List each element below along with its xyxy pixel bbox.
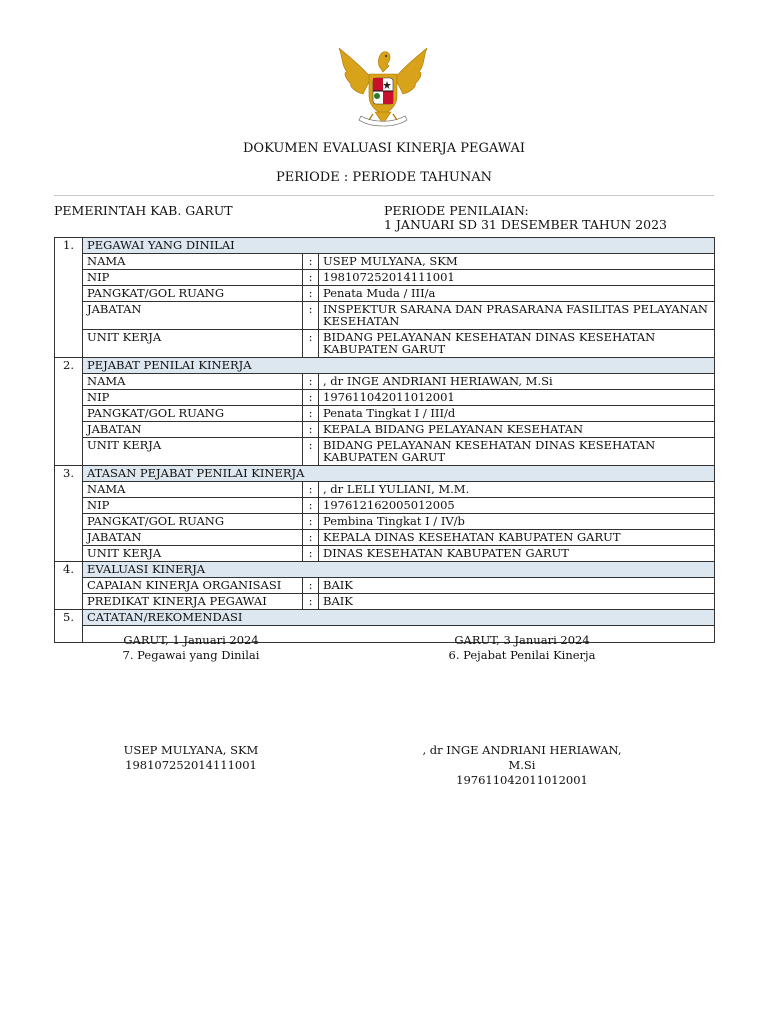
field-colon: : xyxy=(303,546,319,562)
field-value: DINAS KESEHATAN KABUPATEN GARUT xyxy=(319,546,715,562)
field-colon: : xyxy=(303,482,319,498)
period-label: PERIODE PENILAIAN: xyxy=(384,203,529,218)
field-colon: : xyxy=(303,302,319,330)
assessment-period xyxy=(384,204,667,232)
field-value: , dr LELI YULIANI, M.M. xyxy=(319,482,715,498)
signature-place-date: GARUT, 3 Januari 2024 xyxy=(454,633,590,647)
signature-space xyxy=(96,663,286,743)
field-label: NIP xyxy=(83,498,303,514)
field-value: KEPALA DINAS KESEHATAN KABUPATEN GARUT xyxy=(319,530,715,546)
section-title: PEGAWAI YANG DINILAI xyxy=(83,238,715,254)
section-title: EVALUASI KINERJA xyxy=(83,562,715,578)
field-label: NIP xyxy=(83,390,303,406)
field-value: Pembina Tingkat I / IV/b xyxy=(319,514,715,530)
field-value: INSPEKTUR SARANA DAN PRASARANA FASILITAS PELAYANAN KESEHATAN xyxy=(319,302,715,330)
government-name: PEMERINTAH KAB. GARUT xyxy=(54,203,233,218)
field-value: 198107252014111001 xyxy=(319,270,715,286)
field-colon: : xyxy=(303,286,319,302)
field-colon: : xyxy=(303,406,319,422)
signature-nip: 198107252014111001 xyxy=(125,758,257,772)
field-label: NAMA xyxy=(83,482,303,498)
field-value: KEPALA BIDANG PELAYANAN KESEHATAN xyxy=(319,422,715,438)
table-row xyxy=(55,302,715,330)
field-value: USEP MULYANA, SKM xyxy=(319,254,715,270)
field-value: Penata Tingkat I / III/d xyxy=(319,406,715,422)
signature-name: USEP MULYANA, SKM xyxy=(123,743,259,757)
table-row xyxy=(55,422,715,438)
field-colon: : xyxy=(303,530,319,546)
table-row xyxy=(55,406,715,422)
table-row xyxy=(55,254,715,270)
field-label: UNIT KERJA xyxy=(83,546,303,562)
field-label: JABATAN xyxy=(83,530,303,546)
table-row xyxy=(55,498,715,514)
section-header-row xyxy=(55,358,715,374)
field-colon: : xyxy=(303,514,319,530)
table-row xyxy=(55,546,715,562)
field-colon: : xyxy=(303,390,319,406)
table-row xyxy=(55,330,715,358)
section-title: PEJABAT PENILAI KINERJA xyxy=(83,358,715,374)
field-label: UNIT KERJA xyxy=(83,438,303,466)
field-value: Penata Muda / III/a xyxy=(319,286,715,302)
section-header-row xyxy=(55,238,715,254)
field-colon: : xyxy=(303,578,319,594)
field-value: 197612162005012005 xyxy=(319,498,715,514)
field-label: PANGKAT/GOL RUANG xyxy=(83,286,303,302)
field-value: BAIK xyxy=(319,578,715,594)
field-label: PREDIKAT KINERJA PEGAWAI xyxy=(83,594,303,610)
garuda-pancasila-emblem xyxy=(333,44,433,130)
field-colon: : xyxy=(303,270,319,286)
section-title: CATATAN/REKOMENDASI xyxy=(83,610,715,626)
evaluation-table xyxy=(54,237,715,643)
table-row xyxy=(55,270,715,286)
section-title: ATASAN PEJABAT PENILAI KINERJA xyxy=(83,466,715,482)
field-colon: : xyxy=(303,330,319,358)
field-colon: : xyxy=(303,374,319,390)
section-number: 2. xyxy=(55,358,83,466)
signature-place-date: GARUT, 1 Januari 2024 xyxy=(123,633,259,647)
table-row xyxy=(55,286,715,302)
table-row xyxy=(55,390,715,406)
field-value: BAIK xyxy=(319,594,715,610)
section-number: 1. xyxy=(55,238,83,358)
signature-space xyxy=(422,663,622,743)
table-row xyxy=(55,374,715,390)
table-row xyxy=(55,438,715,466)
table-row xyxy=(55,594,715,610)
header-divider xyxy=(54,195,714,196)
table-row xyxy=(55,530,715,546)
field-label: NAMA xyxy=(83,254,303,270)
table-row xyxy=(55,578,715,594)
field-value: BIDANG PELAYANAN KESEHATAN DINAS KESEHATAN KABUPATEN GARUT xyxy=(319,438,715,466)
signature-role: 7. Pegawai yang Dinilai xyxy=(122,648,260,662)
section-number: 4. xyxy=(55,562,83,610)
section-number: 3. xyxy=(55,466,83,562)
signature-block-employee xyxy=(96,633,286,773)
field-label: UNIT KERJA xyxy=(83,330,303,358)
field-label: PANGKAT/GOL RUANG xyxy=(83,406,303,422)
table-row xyxy=(55,514,715,530)
section-header-row xyxy=(55,562,715,578)
field-label: JABATAN xyxy=(83,302,303,330)
table-row xyxy=(55,482,715,498)
signature-name: , dr INGE ANDRIANI HERIAWAN, M.Si xyxy=(422,743,622,772)
section-header-row xyxy=(55,466,715,482)
section-number: 5. xyxy=(55,610,83,643)
field-label: PANGKAT/GOL RUANG xyxy=(83,514,303,530)
section-header-row xyxy=(55,610,715,626)
field-label: JABATAN xyxy=(83,422,303,438)
evaluation-table-body xyxy=(55,238,715,643)
period-value: 1 JANUARI SD 31 DESEMBER TAHUN 2023 xyxy=(384,217,668,232)
field-label: CAPAIAN KINERJA ORGANISASI xyxy=(83,578,303,594)
field-label: NIP xyxy=(83,270,303,286)
signature-nip: 197611042011012001 xyxy=(456,773,588,787)
field-colon: : xyxy=(303,498,319,514)
document-title: DOKUMEN EVALUASI KINERJA PEGAWAI xyxy=(243,141,525,156)
field-colon: : xyxy=(303,594,319,610)
field-value: 197611042011012001 xyxy=(319,390,715,406)
signature-block-assessor xyxy=(422,633,622,788)
field-colon: : xyxy=(303,422,319,438)
field-value: , dr INGE ANDRIANI HERIAWAN, M.Si xyxy=(319,374,715,390)
field-label: NAMA xyxy=(83,374,303,390)
document-period: PERIODE : PERIODE TAHUNAN xyxy=(275,170,493,185)
field-colon: : xyxy=(303,254,319,270)
field-value: BIDANG PELAYANAN KESEHATAN DINAS KESEHATAN KABUPATEN GARUT xyxy=(319,330,715,358)
signature-role: 6. Pejabat Penilai Kinerja xyxy=(448,648,596,662)
field-colon: : xyxy=(303,438,319,466)
